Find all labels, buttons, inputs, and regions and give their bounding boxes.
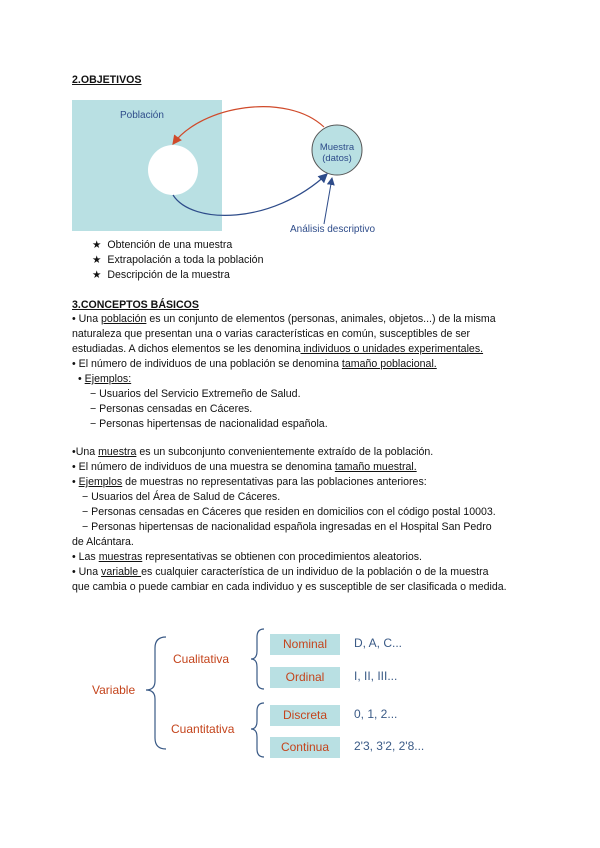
para-tamano-muestral: • El número de individuos de una muestra se denomina tamaño muestral. [72, 461, 417, 473]
section-title-objetivos: 2.OBJETIVOS [72, 74, 142, 86]
variable-root-label: Variable [92, 683, 136, 697]
example-item: − Personas hipertensas de nacionalidad española. [90, 418, 328, 430]
poblacion-label: Población [120, 110, 164, 121]
para-ejemplos-muestras: • Ejemplos de muestras no representativas para las poblaciones anteriores: [72, 476, 427, 488]
para-poblacion-3: estudiadas. A dichos elementos se les denomina individuos o unidades experimentales. [72, 343, 484, 355]
example2-item: − Personas hipertensas de nacionalidad española ingresadas en el Hospital San Pedro [82, 521, 492, 533]
example-item: − Usuarios del Servicio Extremeño de Salud. [90, 388, 301, 400]
section-title-conceptos: 3.CONCEPTOS BÁSICOS [72, 299, 199, 311]
para-muestra: •Una muestra es un subconjunto convenientemente extraído de la población. [72, 446, 434, 458]
leaf-box-discreta: Discreta [270, 705, 340, 726]
star-icon: ★ [92, 239, 102, 251]
leaf-box-ordinal: Ordinal [270, 667, 340, 688]
example2-item: − Usuarios del Área de Salud de Cáceres. [82, 491, 281, 503]
example-item: − Personas censadas en Cáceres. [90, 403, 253, 415]
muestra-label-1: Muestra [319, 142, 355, 153]
arrow-analysis [324, 178, 332, 224]
population-sample-diagram [72, 100, 392, 240]
leaf-example-discreta: 0, 1, 2... [354, 707, 398, 721]
ejemplos-label: • Ejemplos: [78, 373, 132, 385]
leaf-box-continua: Continua [270, 737, 340, 758]
brace-cualitativa [251, 629, 264, 689]
diagram-svg [72, 100, 392, 240]
leaf-example-continua: 2'3, 3'2, 2'8... [354, 739, 425, 753]
cuantitativa-label: Cuantitativa [171, 722, 235, 736]
leaf-box-nominal: Nominal [270, 634, 340, 655]
example2-cont: de Alcántara. [72, 536, 134, 548]
muestra-label [312, 142, 362, 164]
cualitativa-label: Cualitativa [173, 652, 230, 666]
para-variable: • Una variable es cualquier característica de un individuo de la población o de la muestra [72, 566, 489, 578]
star-icon: ★ [92, 254, 102, 266]
objective-item: ★ Descripción de la muestra [92, 269, 230, 281]
muestra-label-2: (datos) [322, 153, 352, 164]
para-muestras-representativas: • Las muestras representativas se obtienen con procedimientos aleatorios. [72, 551, 422, 563]
objective-item: ★ Obtención de una muestra [92, 239, 233, 251]
para-tamano-poblacional: • El número de individuos de una población se denomina tamaño poblacional. [72, 358, 437, 370]
objective-item: ★ Extrapolación a toda la población [92, 254, 264, 266]
leaf-example-ordinal: I, II, III... [354, 669, 398, 683]
leaf-example-nominal: D, A, C... [354, 636, 403, 650]
brace-main [146, 637, 166, 749]
para-variable-2: que cambia o puede cambiar en cada individuo y es susceptible de ser clasificada o medida. [72, 581, 507, 593]
analisis-label: Análisis descriptivo [290, 224, 376, 235]
example2-item: − Personas censadas en Cáceres que residen en domicilios con el código postal 10003. [82, 506, 496, 518]
star-icon: ★ [92, 269, 102, 281]
para-poblacion: • Una población es un conjunto de elementos (personas, animales, objetos...) de la misma [72, 313, 496, 325]
population-subset-circle [148, 145, 198, 195]
para-poblacion-2: naturaleza que presentan una o varias características en común, susceptibles de ser [72, 328, 471, 340]
brace-cuantitativa [251, 703, 264, 757]
